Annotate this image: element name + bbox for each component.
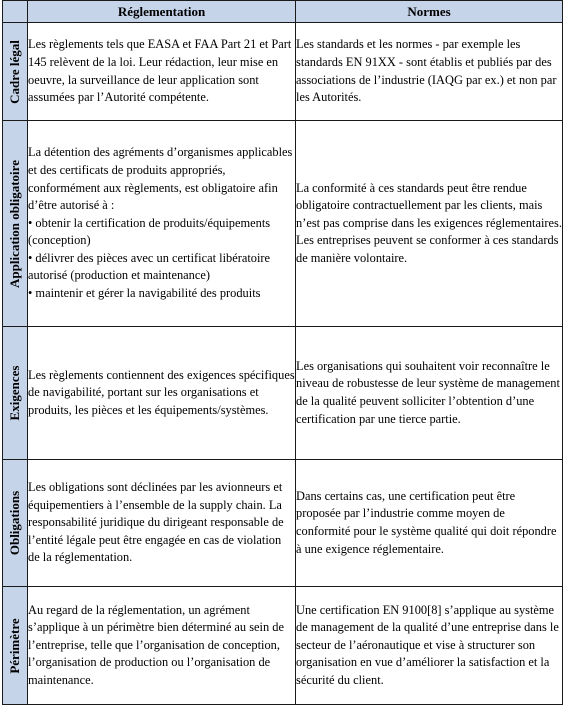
table-row-cadre-legal xyxy=(3,23,563,121)
cell-reglementation: Les règlements tels que EASA et FAA Part 21 et Part 145 relèvent de la loi. Leur rédaction, leur mise en oeuvre, la surveillance de leur application sont assumées par l’Autorité compétente. xyxy=(28,23,296,121)
row-label: Périmètre xyxy=(7,617,22,674)
table-row-obligations xyxy=(3,460,563,587)
row-label: Exigences xyxy=(7,365,22,421)
row-label: Obligations xyxy=(7,490,22,556)
column-header-reglementation: Réglementation xyxy=(28,1,296,23)
cell-normes: Une certification EN 9100[8] s’applique au système de management de la qualité d’une entreprise dans le secteur de l’aéronautique et vise à structurer son organisation en vue d’améliorer la satisfaction et la sécurité du client. xyxy=(296,587,563,705)
row-header-perimetre xyxy=(3,587,28,705)
table-row-application-obligatoire xyxy=(3,121,563,327)
cell-normes: La conformité à ces standards peut être rendue obligatoire contractuellement par les clients, mais n’est pas comprise dans les exigences réglementaires. Les entreprises peuvent se conformer à ces standards de manière volontaire. xyxy=(296,121,563,327)
row-header-cadre-legal xyxy=(3,23,28,121)
row-header-obligations xyxy=(3,460,28,587)
cell-normes: Les standards et les normes - par exemple les standards EN 91XX - sont établis et publiés par des associations de l’industrie (IAQG par ex.) et non par les Autorités. xyxy=(296,23,563,121)
cell-reglementation: Les règlements contiennent des exigences spécifiques de navigabilité, portant sur les organisations et produits, les pièces et les équipements/systèmes. xyxy=(28,327,296,460)
row-header-application-obligatoire xyxy=(3,121,28,327)
table-row-perimetre xyxy=(3,587,563,705)
cell-normes: Les organisations qui souhaitent voir reconnaître le niveau de robustesse de leur système de management de la qualité peuvent solliciter l’obtention d’une certification par une tierce partie. xyxy=(296,327,563,460)
header-row xyxy=(3,1,563,23)
cell-reglementation: La détention des agréments d’organismes applicables et des certificats de produits appropriés, conformément aux règlements, est obligatoire afin d’être autorisé à : • obtenir la certification de produits/équipements (conception) • délivrer des pièces avec un certificat libératoire autorisé (production et maintenance) • maintenir et gérer la navigabilité des produits xyxy=(28,121,296,327)
table-row-exigences xyxy=(3,327,563,460)
row-header-exigences xyxy=(3,327,28,460)
comparison-table xyxy=(2,0,563,705)
row-label: Cadre légal xyxy=(7,39,22,104)
row-label: Application obligatoire xyxy=(7,159,22,288)
column-header-normes: Normes xyxy=(296,1,563,23)
cell-reglementation: Les obligations sont déclinées par les avionneurs et équipementiers à l’ensemble de la supply chain. La responsabilité juridique du dirigeant responsable de l’entité légale peut être engagée en cas de violation de la réglementation. xyxy=(28,460,296,587)
cell-reglementation: Au regard de la réglementation, un agrément s’applique à un périmètre bien déterminé au sein de l’entreprise, telle que l’organisation de conception, l’organisation de production ou l’organisation de maintenance. xyxy=(28,587,296,705)
cell-normes: Dans certains cas, une certification peut être proposée par l’industrie comme moyen de conformité pour le système qualité qui doit répondre à une exigence réglementaire. xyxy=(296,460,563,587)
corner-cell xyxy=(3,1,28,23)
